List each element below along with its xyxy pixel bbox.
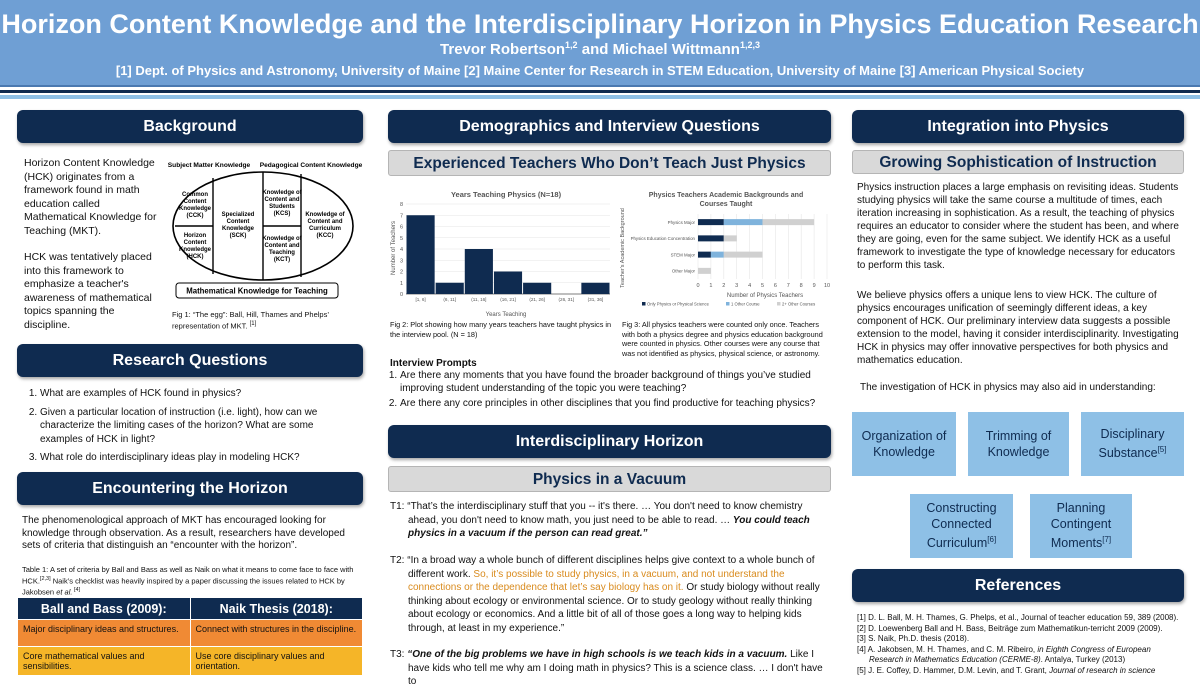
- research-question: 1. What are examples of HCK found in physics?: [40, 387, 359, 401]
- chart2-x-tick: 0: [696, 283, 700, 289]
- fig1-caption-text: Fig 1: “The egg”: Ball, Hill, Thames and Phelps’ representation of MKT.: [172, 310, 329, 330]
- years-teaching-chart: [388, 186, 616, 318]
- chart2-x-tick: 9: [812, 283, 816, 289]
- criteria-cell: Major disciplinary ideas and structures.: [18, 620, 191, 647]
- research-questions-list: [24, 387, 359, 470]
- chart2-bar-segment: [724, 252, 763, 258]
- chart1-y-tick: 3: [399, 258, 403, 265]
- chart1-x-tick: (6, 11]: [443, 297, 457, 302]
- demographics-subheader: Experienced Teachers Who Don’t Teach Just Physics: [388, 150, 831, 176]
- egg-smk-label: Subject Matter Knowledge: [167, 162, 251, 169]
- research-question: 3. What role do interdisciplinary ideas play in modeling HCK?: [40, 451, 359, 465]
- chart2-x-tick: 1: [709, 283, 713, 289]
- quote-t3: [390, 648, 830, 689]
- quote-t1-emphasis: You could teach physics in a vacuum if the person can read great.”: [408, 514, 810, 539]
- author-1: Trevor Robertson: [440, 41, 566, 58]
- quote-t2: [390, 554, 830, 635]
- author-2: and Michael Wittmann: [577, 41, 740, 58]
- quote-t1-text: “That’s the interdisciplinary stuff that you -- it's there. … You don't need to know chemistry ahead, you don't need to know math, you just need to be able to read. …: [407, 501, 803, 526]
- table1-caption-ref-2: [4]: [72, 586, 81, 593]
- concept-box-disciplinary: [1081, 412, 1184, 476]
- criteria-cell: Core mathematical values and sensibilities.: [18, 647, 191, 676]
- poster-affiliations: [1] Dept. of Physics and Astronomy, University of Maine [2] Maine Center for Research in STEM Education, University of Maine [3] American Physical Society: [115, 63, 1085, 78]
- reference-text: [4] A. Jakobsen, M. H. Thames, and C. M. Ribeiro,: [857, 644, 1038, 654]
- integration-paragraph-2: We believe physics offers a unique lens to view HCK. The culture of physics encourages unification of seemingly different ideas, a key component of HCK. Our preliminary interview data suggests a possible extension to the model, having it consider interdisciplinarity. Investigating HCK in physics may offer innovative perspectives for both physics and mathematics education.: [857, 290, 1179, 366]
- table1-caption-b: Naik’s checklist was heavily inspired by a paper discussing the issues related to HCK by Jakobsen: [22, 576, 345, 596]
- chart1-bar: [494, 272, 522, 295]
- reference-item: [3] S. Naik, Ph.D. thesis (2018).: [857, 634, 970, 643]
- chart2-xlabel: Number of Physics Teachers: [726, 293, 804, 299]
- chart2-bar-segment: [698, 235, 724, 241]
- references-list: [857, 613, 1184, 676]
- chart2-x-tick: 4: [748, 283, 752, 289]
- fig1-caption: [172, 310, 362, 331]
- chart1-bar: [407, 215, 435, 294]
- criteria-cell: Connect with structures in the discipline.: [190, 620, 363, 647]
- criteria-table-row: [18, 647, 363, 676]
- concept-box-ref: [6]: [987, 535, 997, 545]
- chart2-legend-swatch: [642, 302, 646, 306]
- mkt-egg-diagram: [163, 156, 363, 302]
- egg-sck: Specialized Content Knowledge (SCK): [221, 212, 255, 239]
- table1-caption-a: Table 1: A set of criteria by Ball and Bass as well as Naik on what it means to come face to face with HCK.: [22, 565, 354, 585]
- encountering-horizon-header: Encountering the Horizon: [17, 472, 363, 505]
- integration-paragraph-1: Physics instruction places a large emphasis on revisiting ideas. Students studying physics will take the same course a multitude of times, each iteration increasing in sophistication. As a result, the teaching of physics requires an educator to consider where the student has been, and where they are going, even for the same subject. We identify HCK as a useful framework to investigate the type of knowledge necessary for educators to perform this task.: [857, 182, 1179, 271]
- concept-box-ref: [5]: [1157, 445, 1167, 455]
- egg-kcc: Knowledge of Content and Curriculum (KCC): [305, 212, 345, 239]
- chart2-ylabel: Teacher's Academic Background: [620, 208, 626, 288]
- concept-box-organization: [852, 412, 956, 476]
- poster-authors: [0, 40, 1200, 58]
- criteria-table-header: [18, 598, 363, 620]
- reference-italic: Journal of research in science: [1049, 665, 1156, 675]
- criteria-table-row: [18, 620, 363, 647]
- chart1-y-tick: 7: [399, 213, 403, 220]
- chart2-x-tick: 7: [786, 283, 790, 289]
- egg-kcs: Knowledge of Content and Students (KCS): [262, 190, 302, 217]
- table1-caption-etal: et al.: [56, 587, 73, 596]
- banner-stripe-light: [0, 95, 1200, 99]
- academic-background-chart: [620, 186, 832, 314]
- chart2-category-label: Physics Major: [667, 219, 695, 225]
- concept-box-text: Constructing Connected Curriculum: [926, 501, 997, 551]
- egg-cck: Common Content Knowledge (CCK): [178, 192, 212, 219]
- chart1-x-tick: (26, 31]: [558, 297, 575, 302]
- quote-t2-label: T2:: [390, 555, 405, 566]
- concept-box-label: Organization of Knowledge: [861, 429, 947, 459]
- chart2-legend-swatch: [777, 302, 781, 306]
- chart1-y-tick: 5: [399, 235, 403, 242]
- chart2-x-tick: 3: [735, 283, 739, 289]
- chart1-y-tick: 0: [399, 292, 403, 298]
- chart2-title: Physics Teachers Academic Backgrounds and Courses Taught: [648, 192, 804, 208]
- research-question: 2. Given a particular location of instruction (i.e. light), how can we characterize the limiting cases of the horizon? What are some examples of HCK in light?: [40, 406, 359, 447]
- concept-box-trimming: [968, 412, 1069, 476]
- interdisciplinary-header: Interdisciplinary Horizon: [388, 425, 831, 458]
- integration-paragraph-3: The investigation of HCK in physics may also aid in understanding:: [860, 382, 1156, 393]
- reference-item: [2] D. Loewenberg Ball and H. Bass, Beiträge zum Mathematikun-terricht 2009 (2009).: [857, 623, 1163, 633]
- integration-header: Integration into Physics: [852, 110, 1184, 143]
- table1-caption: [22, 565, 362, 597]
- chart2-bar-segment: [724, 235, 737, 241]
- background-header: Background: [17, 110, 363, 143]
- banner-stripe-dark: [0, 90, 1200, 93]
- interview-prompt: 2. Are there any core principles in other disciplines that you find productive for teaching physics?: [400, 398, 832, 411]
- fig1-caption-ref: [1]: [249, 320, 257, 327]
- background-paragraph-1: Horizon Content Knowledge (HCK) originates from a framework found in math education called Mathematical Knowledge for Teaching (MKT).: [24, 157, 157, 237]
- background-paragraph-2: HCK was tentatively placed into this framework to emphasize a teacher's awareness of mathematical topics spanning the discipline.: [24, 251, 152, 331]
- quote-t1-label: T1:: [390, 501, 405, 512]
- criteria-table: [17, 597, 363, 676]
- research-questions-header: Research Questions: [17, 344, 363, 377]
- chart2-bar-segment: [698, 252, 711, 258]
- chart2-x-tick: 5: [760, 283, 765, 289]
- concept-box-label: [916, 500, 1007, 551]
- interdisciplinary-subheader: Physics in a Vacuum: [388, 466, 831, 492]
- chart1-y-tick: 4: [399, 247, 403, 253]
- concept-box-label: [1040, 500, 1122, 551]
- chart2-x-tick: 2: [722, 283, 726, 289]
- chart1-x-tick: (16, 21]: [500, 297, 516, 302]
- interview-prompts-title: Interview Prompts: [390, 358, 477, 369]
- chart2-bar-segment: [724, 219, 763, 225]
- chart1-x-tick: (31, 36]: [587, 297, 604, 302]
- chart2-category-label: Physics Education Concentration: [630, 236, 695, 242]
- author-1-affiliation: 1,2: [565, 40, 578, 50]
- integration-subheader: Growing Sophistication of Instruction: [852, 150, 1184, 174]
- reference-item: [1] D. L. Ball, M. H. Thames, G. Phelps, et al., Journal of teacher education 59, 389 (2008).: [857, 613, 1179, 622]
- criteria-cell: Use core disciplinary values and orientation.: [190, 647, 363, 676]
- chart2-bar-segment: [698, 219, 724, 225]
- quote-t1: [390, 500, 830, 541]
- references-header: References: [852, 569, 1184, 602]
- quote-t2-text: “In a broad way a whole bunch of different disciplines helps give context to a whole bunch of different work.: [407, 555, 815, 580]
- chart2-legend-label: Only Physics or Physical Science: [647, 301, 709, 307]
- chart1-bar: [436, 283, 464, 294]
- chart1-bar: [465, 249, 493, 294]
- quote-t3-text: Like I have kids who tell me why am I doing math in physics? This is a science class. … I don't have to: [408, 649, 823, 687]
- chart2-category-label: STEM Major: [670, 252, 695, 258]
- chart2-bar-segment: [698, 268, 711, 274]
- poster-title: Horizon Content Knowledge and the Interdisciplinary Horizon in Physics Education Research: [1, 9, 1199, 39]
- fig3-caption: Fig 3: All physics teachers were counted only once. Teachers with both a physics degree and physics education background were counted in physics. Other courses were any course that was not identified as physics, physical science, or astronomy.: [622, 320, 823, 358]
- concept-box-label: [1089, 426, 1176, 461]
- chart2-legend-label: 1 Other Course: [731, 301, 760, 307]
- chart1-y-tick: 2: [399, 269, 403, 276]
- chart1-x-tick: (21, 26]: [529, 297, 545, 302]
- author-2-affiliation: 1,2,3: [739, 40, 760, 50]
- chart1-bar: [523, 283, 551, 294]
- chart1-title: Years Teaching Physics (N=18): [450, 190, 562, 199]
- naik-column-header: Naik Thesis (2018):: [190, 598, 363, 620]
- title-banner: [0, 0, 1200, 87]
- quote-t2-text-end: Or study biology without really thinking about ecology or environmental science. Or to study geology without really thinking about ecology or economics. And a little bit of all of those goes a long way to helping kids through, at least in my experience.”: [408, 582, 820, 634]
- egg-mkt-label: Mathematical Knowledge for Teaching: [186, 286, 328, 296]
- chart2-x-tick: 10: [823, 283, 831, 289]
- egg-hck: Horizon Content Knowledge (HCK): [178, 233, 212, 260]
- reference-tail: . Antalya, Turkey (2013): [1040, 655, 1126, 664]
- reference-text: [5] J. E. Coffey, D. Hammer, D.M. Levin, and T. Grant,: [857, 665, 1050, 675]
- concept-box-curriculum: [910, 494, 1013, 558]
- chart2-x-tick: 6: [773, 283, 777, 289]
- chart2-bar-segment: [763, 219, 815, 225]
- table1-caption-ref-1: [2,3]: [39, 575, 51, 582]
- concept-box-text: Disciplinary Substance: [1098, 427, 1165, 461]
- reference-item: [857, 666, 1184, 677]
- egg-kct: Knowledge of Content and Teaching (KCT): [262, 236, 302, 263]
- reference-item: [857, 645, 1184, 666]
- interview-prompt: 1. Are there any moments that you have found the broader background of things you’ve studied improving student understanding of the topic you were teaching?: [400, 370, 832, 395]
- quote-t3-emphasis: “One of the big problems we have in high schools is we teach kids in a vacuum.: [407, 649, 788, 660]
- ball-bass-column-header: Ball and Bass (2009):: [18, 598, 191, 620]
- chart1-xlabel: Years Teaching: [485, 312, 527, 318]
- demographics-header: Demographics and Interview Questions: [388, 110, 831, 143]
- chart1-y-tick: 8: [399, 202, 403, 208]
- fig2-caption: Fig 2: Plot showing how many years teachers have taught physics in the interview pool. (N = 18): [390, 320, 612, 339]
- interview-prompts-list: [390, 370, 832, 416]
- chart2-bar-segment: [711, 252, 724, 258]
- chart1-y-tick: 6: [399, 224, 403, 231]
- chart2-legend-label: 2+ Other Courses: [782, 301, 816, 307]
- chart1-x-tick: (11, 16]: [471, 297, 487, 302]
- chart1-ylabel: Number of Teachers: [391, 221, 397, 275]
- chart2-category-label: Other Major: [671, 268, 695, 274]
- chart2-legend-swatch: [726, 302, 730, 306]
- concept-box-contingent: [1030, 494, 1132, 558]
- quote-t2-highlight: So, it’s possible to study physics, in a vacuum, and not understand the connections or the dependence that let’s say biology has on it.: [408, 568, 785, 593]
- concept-box-text: Planning Contingent Moments: [1050, 501, 1112, 551]
- concept-box-ref: [7]: [1102, 535, 1112, 545]
- chart2-x-tick: 8: [799, 283, 803, 289]
- quote-t3-label: T3:: [390, 649, 405, 660]
- chart1-bar: [581, 283, 609, 294]
- reference-italic: in Eighth Congress of European Research in Mathematics Education (CERME-8): [869, 644, 1151, 664]
- chart1-y-tick: 1: [399, 280, 403, 287]
- encountering-horizon-paragraph: The phenomenological approach of MKT has encouraged looking for knowledge through observation. As a result, researchers have developed sets of criteria that distinguish an “encounter with the horizon”.: [22, 515, 345, 551]
- concept-box-label: Trimming of Knowledge: [985, 429, 1052, 459]
- egg-pck-label: Pedagogical Content Knowledge: [259, 162, 363, 169]
- chart1-x-tick: [1, 6]: [415, 297, 426, 302]
